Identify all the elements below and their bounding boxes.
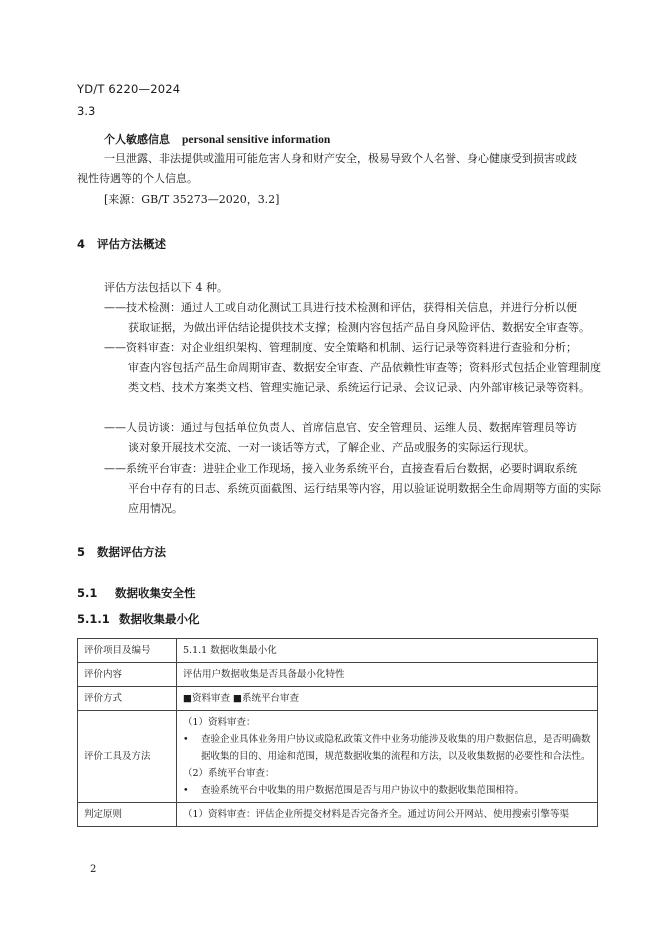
table-cell-value: ■资料审查 ■系统平台审查 (177, 687, 598, 711)
evaluation-table (77, 638, 598, 827)
list-item-rest: 审查内容包括产品生命周期审查、数据安全审查、产品依赖性审查等；资料形式包括企业管理制度类文档、技术方案类文档、管理实施记录、系统运行记录、会议记录、内外部审核记录等资料。 (128, 361, 601, 394)
table-row (78, 711, 598, 803)
section-5-1-1-number: 5.1.1 (77, 612, 110, 626)
method-bullet-text: 查验企业具体业务用户协议或隐私政策文件中业务功能涉及收集的用户数据信息，是否明确数据收集的目的、用途和范围，规范数据收集的流程和方法，以及收集数据的必要性和合法性。 (201, 734, 591, 762)
section-5-title: 数据评估方法 (97, 545, 166, 559)
term-title-en: personal sensitive information (182, 134, 331, 146)
section-5-1-heading (77, 585, 196, 601)
document-id: YD/T 6220—2024 (77, 82, 181, 96)
bullet-icon: • (183, 785, 189, 796)
section-4-title: 评估方法概述 (97, 237, 166, 251)
list-item-lead: ——人员访谈：通过与包括单位负责人、首席信息官、安全管理员、运维人员、数据库管理员等访 (104, 421, 577, 434)
term-source: [来源：GB/T 35273—2020，3.2] (104, 193, 280, 206)
table-row (78, 687, 598, 711)
list-item-lead: ——系统平台审查：进驻企业工作现场，接入业务系统平台，直接查看后台数据，必要时调取系统 (104, 462, 577, 475)
list-item-lead: ——技术检测：通过人工或自动化测试工具进行技术检测和评估，获得相关信息，并进行分析以便 (104, 301, 577, 314)
section-4-heading (77, 236, 166, 252)
term-title (104, 131, 330, 147)
table-cell-key: 判定原则 (78, 803, 177, 827)
list-item (104, 418, 604, 458)
method-bullet-item (183, 782, 591, 799)
table-row (78, 639, 598, 663)
list-item (104, 459, 604, 519)
term-definition-line2: 视性待遇等的个人信息。 (77, 172, 198, 185)
table-cell-value (177, 711, 598, 803)
table-cell-value: （1）资料审查：评估企业所提交材料是否完备齐全。通过访问公开网站、使用搜索引擎等渠 (177, 803, 598, 827)
table-cell-key: 评价内容 (78, 663, 177, 687)
list-item-rest: 平台中存有的日志、系统页面截图、运行结果等内容，用以验证说明数据全生命周期等方面的实际应用情况。 (128, 482, 601, 515)
table-cell-key: 评价工具及方法 (78, 711, 177, 803)
table-row (78, 663, 598, 687)
section-4-number: 4 (77, 237, 86, 251)
section-5-1-number: 5.1 (77, 586, 98, 600)
method-subheading: （2）系统平台审查： (183, 768, 275, 779)
section-5-1-1-heading (77, 611, 200, 627)
list-item-rest: 获取证据，为做出评估结论提供技术支撑；检测内容包括产品自身风险评估、数据安全审查等。 (128, 321, 590, 334)
section-5-heading (77, 544, 166, 560)
page-number: 2 (90, 864, 97, 875)
list-item-lead: ——资料审查：对企业组织架构、管理制度、安全策略和机制、运行记录等资料进行查验和分析； (104, 341, 577, 354)
table-cell-key: 评价项目及编号 (78, 639, 177, 663)
list-item (104, 298, 604, 338)
section-5-1-title: 数据收集安全性 (115, 586, 196, 600)
method-bullet-text: 查验系统平台中收集的用户数据范围是否与用户协议中的数据收集范围相符。 (201, 785, 525, 796)
term-title-cn: 个人敏感信息 (104, 133, 170, 146)
list-item-rest: 谈对象开展技术交流、一对一谈话等方式，了解企业、产品或服务的实际运行现状。 (128, 441, 535, 454)
table-cell-value: 评估用户数据收集是否具备最小化特性 (177, 663, 598, 687)
table-cell-key: 评价方式 (78, 687, 177, 711)
method-bullet-item (183, 731, 591, 765)
bullet-icon: • (183, 734, 189, 745)
term-definition-line1: 一旦泄露、非法提供或滥用可能危害人身和财产安全，极易导致个人名誉、身心健康受到损害或歧 (104, 152, 577, 165)
table-cell-value: 5.1.1 数据收集最小化 (177, 639, 598, 663)
list-item (104, 338, 604, 398)
method-subheading: （1）资料审查： (183, 717, 256, 728)
term-number: 3.3 (77, 104, 96, 118)
table-row (78, 803, 598, 827)
section-5-number: 5 (77, 545, 86, 559)
section-5-1-1-title: 数据收集最小化 (119, 612, 200, 626)
section-4-intro: 评估方法包括以下 4 种。 (104, 281, 228, 294)
